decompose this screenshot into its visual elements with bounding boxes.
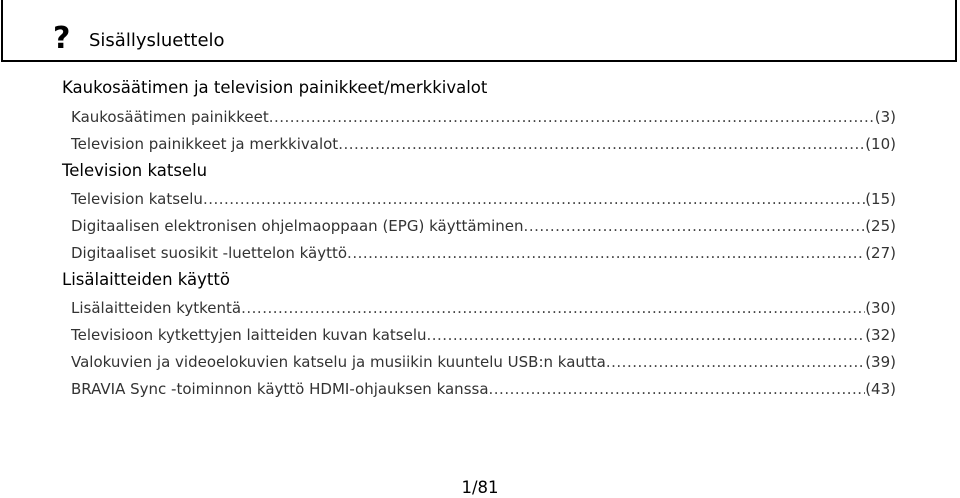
toc-entry-page: (10) bbox=[865, 135, 896, 153]
dot-leader bbox=[338, 134, 865, 154]
toc-entry[interactable] bbox=[71, 298, 896, 318]
toc-entry-page: (43) bbox=[865, 380, 896, 398]
dot-leader bbox=[489, 379, 866, 399]
toc-entry-page: (25) bbox=[865, 217, 896, 235]
toc-entry[interactable] bbox=[71, 134, 896, 154]
toc-entry-label: Televisioon kytkettyjen laitteiden kuvan katselu bbox=[71, 326, 427, 344]
dot-leader bbox=[606, 352, 865, 372]
toc-entry-label: Digitaaliset suosikit -luettelon käyttö bbox=[71, 244, 348, 262]
page-title: Sisällysluettelo bbox=[89, 30, 225, 51]
header-box bbox=[1, 0, 957, 62]
toc-entry-page: (30) bbox=[865, 299, 896, 317]
toc-entry-label: Kaukosäätimen painikkeet bbox=[71, 108, 269, 126]
toc-entry-label: Digitaalisen elektronisen ohjelmaoppaan (EPG) käyttäminen bbox=[71, 217, 524, 235]
toc-entry-label: Television painikkeet ja merkkivalot bbox=[71, 135, 339, 153]
toc-entry-page: (3) bbox=[874, 108, 896, 126]
toc-entry[interactable] bbox=[71, 352, 896, 372]
dot-leader bbox=[241, 298, 865, 318]
section-title-remote-and-tv-buttons[interactable]: Kaukosäätimen ja television painikkeet/merkkivalot bbox=[62, 78, 488, 97]
page-number: 1/81 bbox=[461, 478, 499, 497]
toc-entry[interactable] bbox=[71, 379, 896, 399]
toc-entry[interactable] bbox=[71, 325, 896, 345]
question-mark-icon: ? bbox=[53, 21, 71, 56]
dot-leader bbox=[203, 189, 865, 209]
dot-leader bbox=[524, 216, 866, 236]
toc-entry[interactable] bbox=[71, 107, 896, 127]
toc-entry[interactable] bbox=[71, 189, 896, 209]
toc-entry-page: (32) bbox=[865, 326, 896, 344]
section-title-watching-tv[interactable]: Television katselu bbox=[62, 161, 208, 180]
toc-entry-page: (15) bbox=[865, 190, 896, 208]
dot-leader bbox=[347, 243, 865, 263]
dot-leader bbox=[427, 325, 866, 345]
section-title-external-devices[interactable]: Lisälaitteiden käyttö bbox=[62, 270, 230, 289]
toc-entry-label: Television katselu bbox=[71, 190, 203, 208]
toc-entry-label: Lisälaitteiden kytkentä bbox=[71, 299, 242, 317]
toc-entry-page: (39) bbox=[865, 353, 896, 371]
toc-entry-label: BRAVIA Sync -toiminnon käyttö HDMI-ohjauksen kanssa bbox=[71, 380, 489, 398]
toc-entry-label: Valokuvien ja videoelokuvien katselu ja musiikin kuuntelu USB:n kautta bbox=[71, 353, 606, 371]
toc-entry[interactable] bbox=[71, 243, 896, 263]
toc-entry-page: (27) bbox=[865, 244, 896, 262]
dot-leader bbox=[269, 107, 875, 127]
toc-entry[interactable] bbox=[71, 216, 896, 236]
